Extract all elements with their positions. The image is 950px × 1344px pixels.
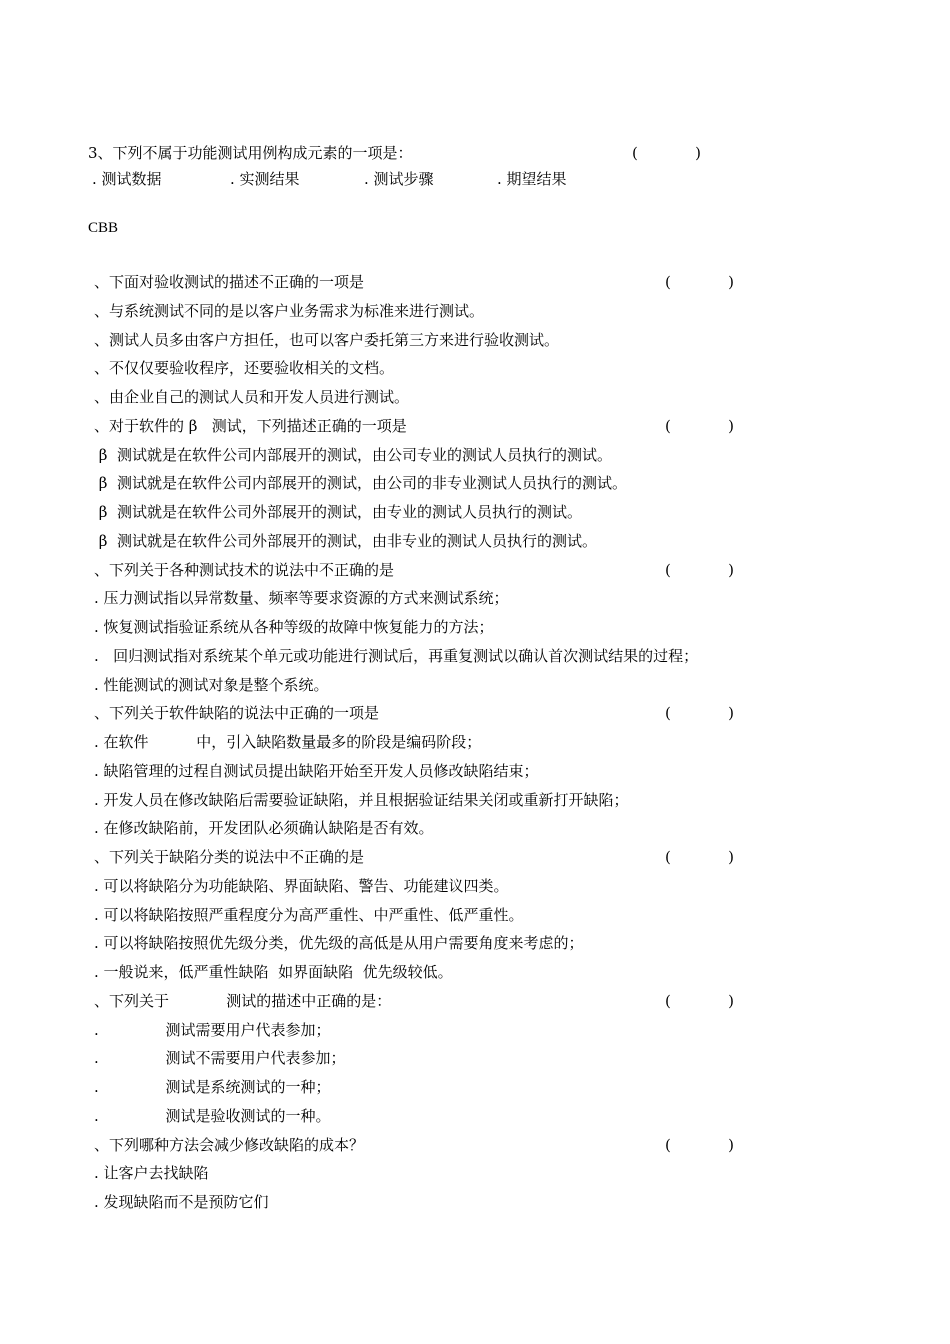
option-line: . 可以将缺陷分为功能缺陷、界面缺陷、警告、功能建议四类。 (94, 877, 509, 895)
option-line: 、与系统测试不同的是以客户业务需求为标准来进行测试。 (94, 302, 485, 320)
option-line: . 性能测试的测试对象是整个系统。 (94, 676, 329, 694)
option-line: . 回归测试指对系统某个单元或功能进行测试后，再重复测试以确认首次测试结果的过程； (94, 647, 699, 665)
question-line: 、下列哪种方法会减少修改缺陷的成本？ (94, 1136, 365, 1154)
answer-paren: ( ) (665, 273, 734, 291)
option-line: . 在软件 中，引入缺陷数量最多的阶段是编码阶段； (94, 733, 482, 751)
option-line: 、由企业自己的测试人员和开发人员进行测试。 (94, 388, 410, 406)
option-line: . 可以将缺陷按照优先级分类，优先级的高低是从用户需要角度来考虑的； (94, 934, 584, 952)
option-line: 、不仅仅要验收程序，还要验收相关的文档。 (94, 359, 395, 377)
question-line: 、对于软件的 β 测试，下列描述正确的一项是 (94, 417, 407, 435)
option-line: β 测试就是在软件公司内部展开的测试，由公司的非专业测试人员执行的测试。 (94, 474, 627, 492)
option-line: β 测试就是在软件公司内部展开的测试，由公司专业的测试人员执行的测试。 (94, 446, 612, 464)
question-line: 、下面对验收测试的描述不正确的一项是 (94, 273, 365, 291)
option-line: . 测试不需要用户代表参加； (94, 1049, 346, 1067)
option-line: . 让客户去找缺陷 (94, 1164, 209, 1182)
option-line: . 开发人员在修改缺陷后需要验证缺陷，并且根据验证结果关闭或重新打开缺陷； (94, 791, 629, 809)
answer-paren: ( ) (665, 848, 734, 866)
option-line: . 一般说来，低严重性缺陷 如界面缺陷 优先级较低。 (94, 963, 453, 981)
option-line: β 测试就是在软件公司外部展开的测试，由专业的测试人员执行的测试。 (94, 503, 582, 521)
option-line: . 测试是系统测试的一种； (94, 1078, 331, 1096)
option-line: . 发现缺陷而不是预防它们 (94, 1193, 269, 1211)
option-line: . 测试需要用户代表参加； (94, 1021, 331, 1039)
answer-paren: ( ) (665, 704, 734, 722)
option-line: . 可以将缺陷按照严重程度分为高严重性、中严重性、低严重性。 (94, 906, 524, 924)
answer-paren: ( ) (665, 417, 734, 435)
option-d: . 期望结果 (497, 170, 567, 188)
option-line: . 缺陷管理的过程自测试员提出缺陷开始至开发人员修改缺陷结束； (94, 762, 539, 780)
option-line: . 压力测试指以异常数量、频率等要求资源的方式来测试系统； (94, 589, 509, 607)
answer-paren: ( ) (632, 144, 701, 162)
option-line: . 在修改缺陷前，开发团队必须确认缺陷是否有效。 (94, 819, 434, 837)
option-line: 、测试人员多由客户方担任，也可以客户委托第三方来进行验收测试。 (94, 331, 560, 349)
answer-paren: ( ) (665, 1136, 734, 1154)
answer-paren: ( ) (665, 561, 734, 579)
question-line: 、下列关于缺陷分类的说法中不正确的是 (94, 848, 365, 866)
answer-key: CBB (88, 220, 119, 236)
option-line: . 恢复测试指验证系统从各种等级的故障中恢复能力的方法； (94, 618, 494, 636)
option-line: . 测试是验收测试的一种。 (94, 1107, 331, 1125)
question-line: 、下列关于软件缺陷的说法中正确的一项是 (94, 704, 380, 722)
option-b: . 实测结果 (230, 170, 300, 188)
question-line: 、下列关于各种测试技术的说法中不正确的是 (94, 561, 395, 579)
answer-paren: ( ) (665, 992, 734, 1010)
question-3-text: 3、下列不属于功能测试用例构成元素的一项是： (88, 144, 413, 162)
option-line: β 测试就是在软件公司外部展开的测试，由非专业的测试人员执行的测试。 (94, 532, 597, 550)
question-line: 、下列关于 测试的描述中正确的是： (94, 992, 392, 1010)
option-a: . 测试数据 (92, 170, 162, 188)
option-c: . 测试步骤 (364, 170, 434, 188)
